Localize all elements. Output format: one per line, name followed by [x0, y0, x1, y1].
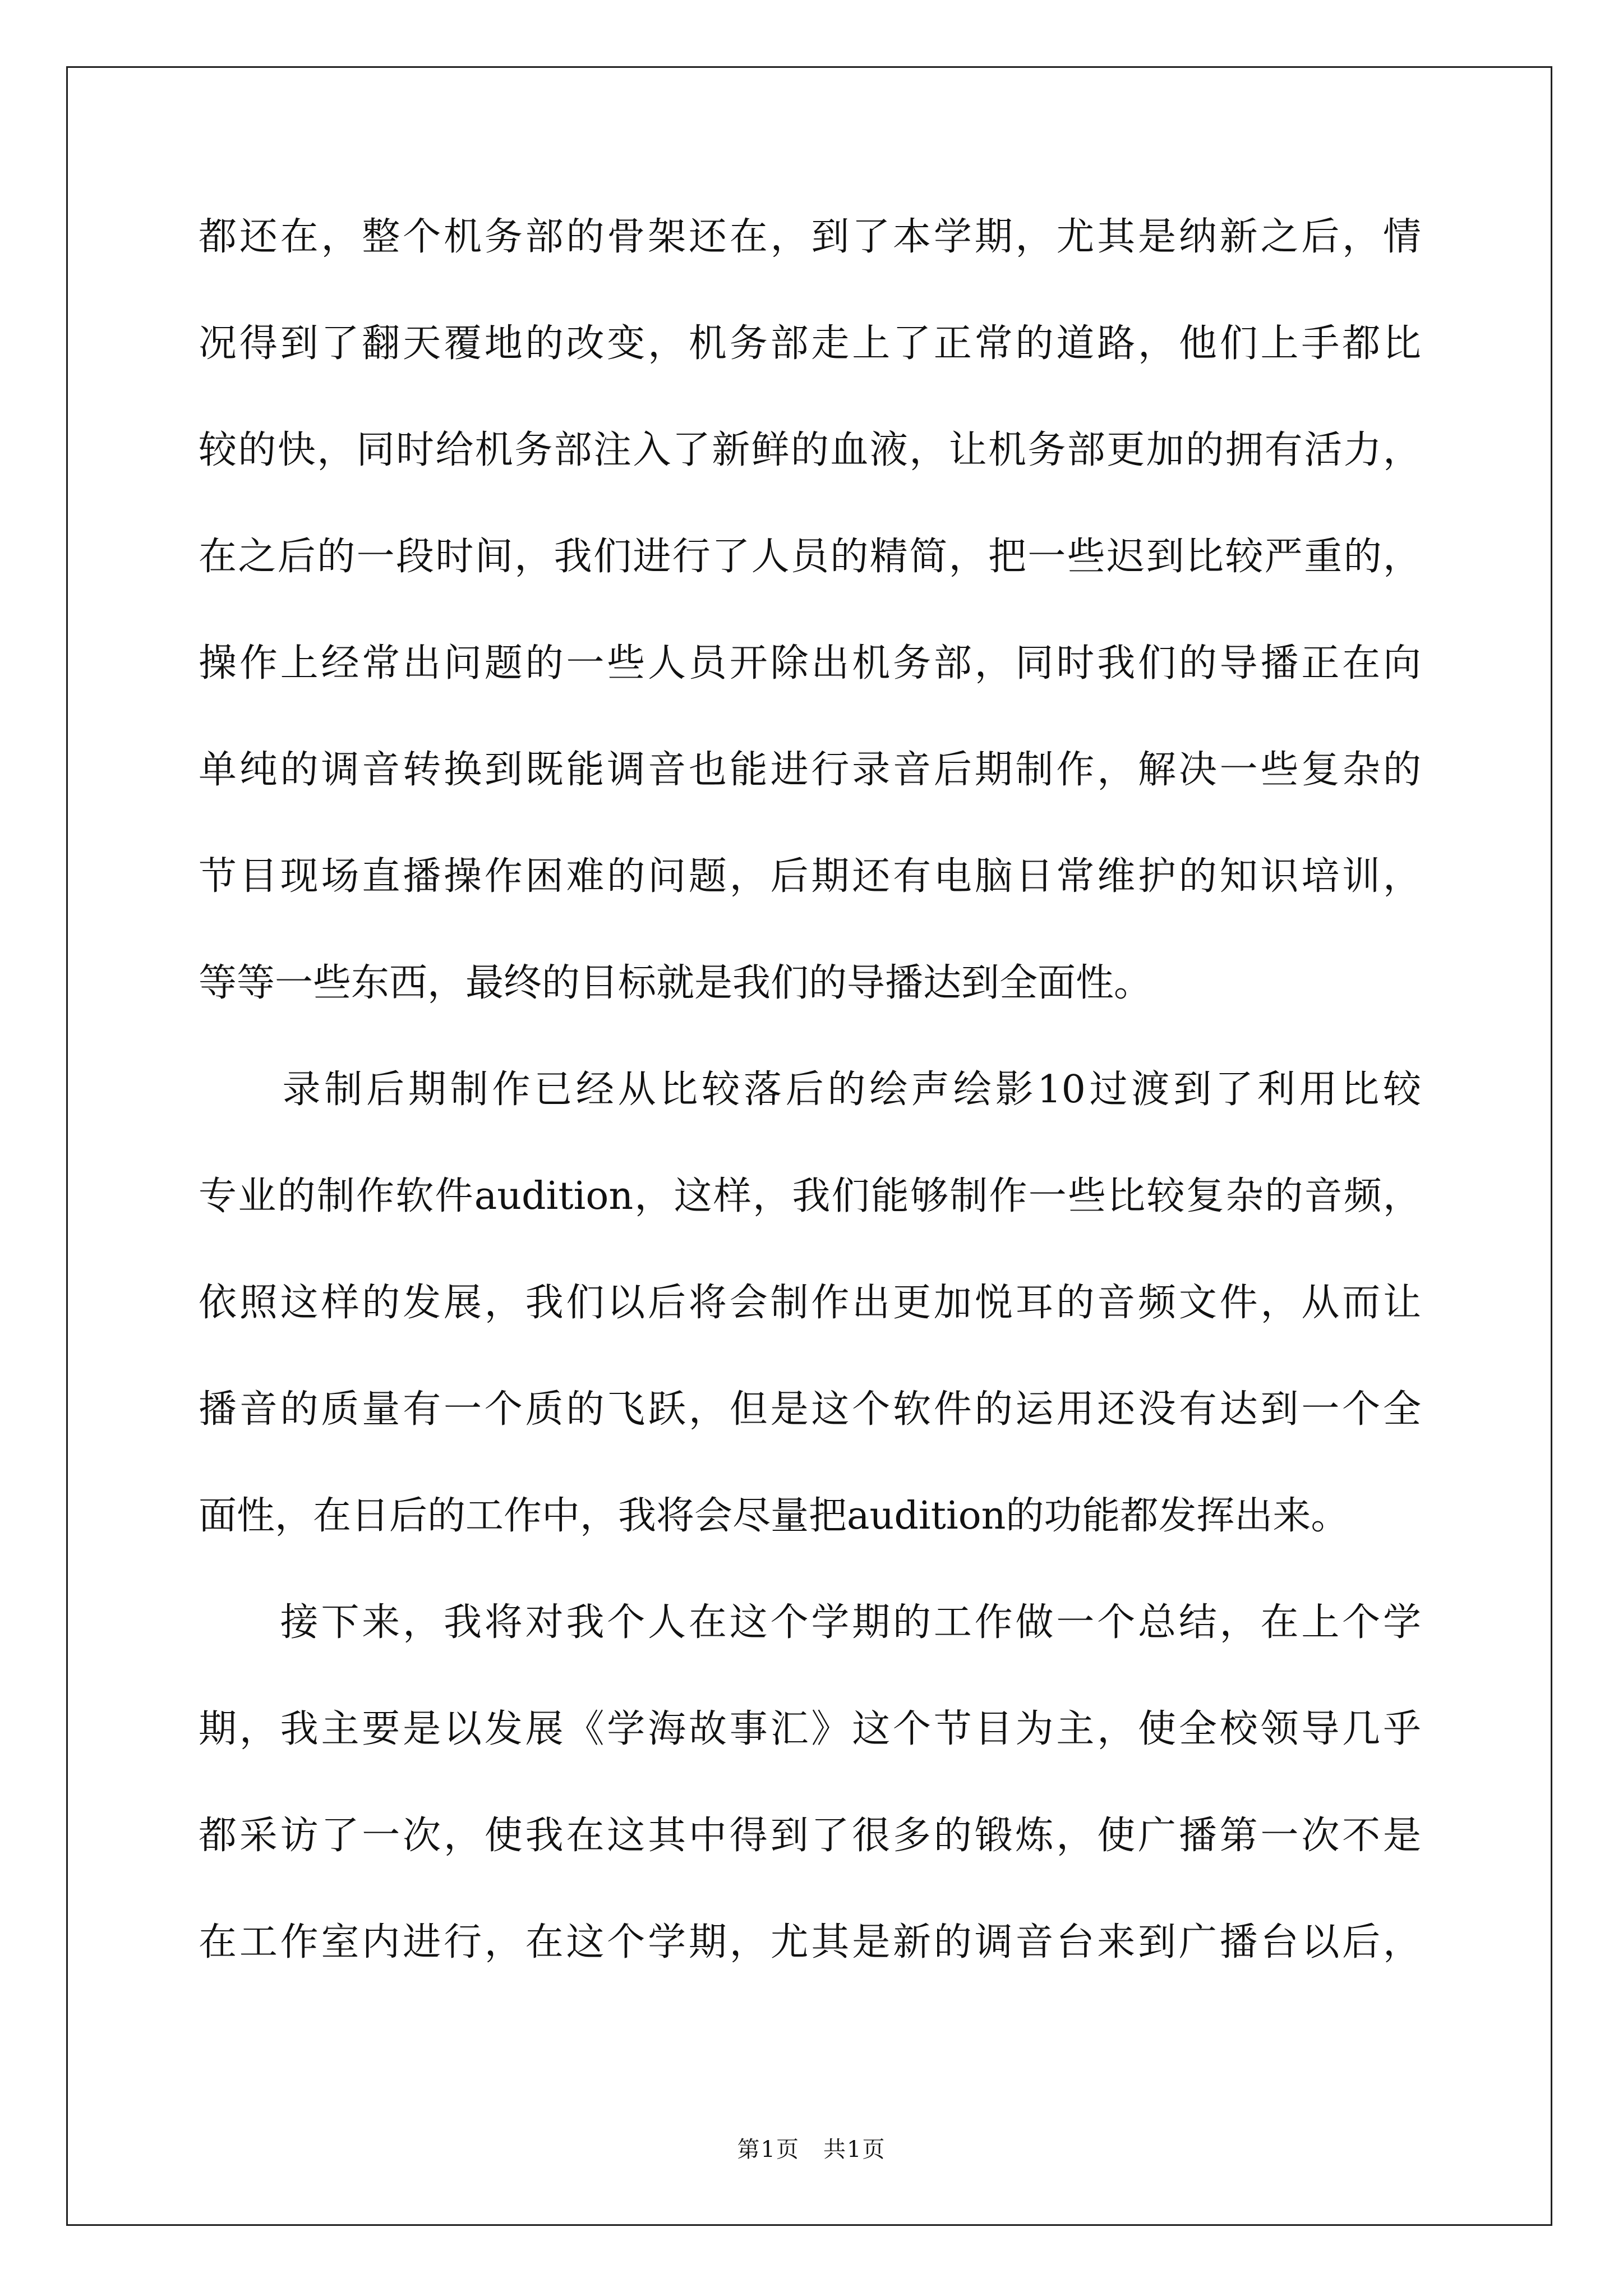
text-line: 况得到了翻天覆地的改变，机务部走上了正常的道路，他们上手都比 [199, 321, 1421, 366]
text-line: 在工作室内进行，在这个学期，尤其是新的调音台来到广播台以后， [199, 1920, 1421, 1964]
text-line: 都还在，整个机务部的骨架还在，到了本学期，尤其是纳新之后，情 [199, 215, 1421, 259]
text-line: 依照这样的发展，我们以后将会制作出更加悦耳的音频文件，从而让 [199, 1281, 1421, 1325]
document-body [199, 212, 1421, 2024]
text-line: 节目现场直播操作困难的问题，后期还有电脑日常维护的知识培训， [199, 854, 1421, 899]
text-line: 期，我主要是以发展《学海故事汇》这个节目为主，使全校领导几乎 [199, 1707, 1421, 1751]
text-line: 较的快，同时给机务部注入了新鲜的血液，让机务部更加的拥有活力， [199, 428, 1421, 472]
text-line: 操作上经常出问题的一些人员开除出机务部，同时我们的导播正在向 [199, 641, 1421, 685]
text-line: 录制后期制作已经从比较落后的绘声绘影10过渡到了利用比较 [199, 1068, 1421, 1112]
text-line: 在之后的一段时间，我们进行了人员的精简，把一些迟到比较严重的， [199, 535, 1421, 579]
text-line: 面性，在日后的工作中，我将会尽量把audition的功能都发挥出来。 [199, 1494, 1349, 1538]
text-line: 播音的质量有一个质的飞跃，但是这个软件的运用还没有达到一个全 [199, 1387, 1421, 1432]
text-line: 单纯的调音转换到既能调音也能进行录音后期制作，解决一些复杂的 [199, 748, 1421, 792]
text-line: 都采访了一次，使我在这其中得到了很多的锻炼，使广播第一次不是 [199, 1814, 1421, 1858]
page-footer: 第1页 共1页 [737, 2137, 886, 2162]
text-line: 接下来，我将对我个人在这个学期的工作做一个总结，在上个学 [199, 1600, 1421, 1645]
text-line: 专业的制作软件audition，这样，我们能够制作一些比较复杂的音频， [199, 1174, 1421, 1218]
text-line: 等等一些东西，最终的目标就是我们的导播达到全面性。 [199, 961, 1152, 1005]
